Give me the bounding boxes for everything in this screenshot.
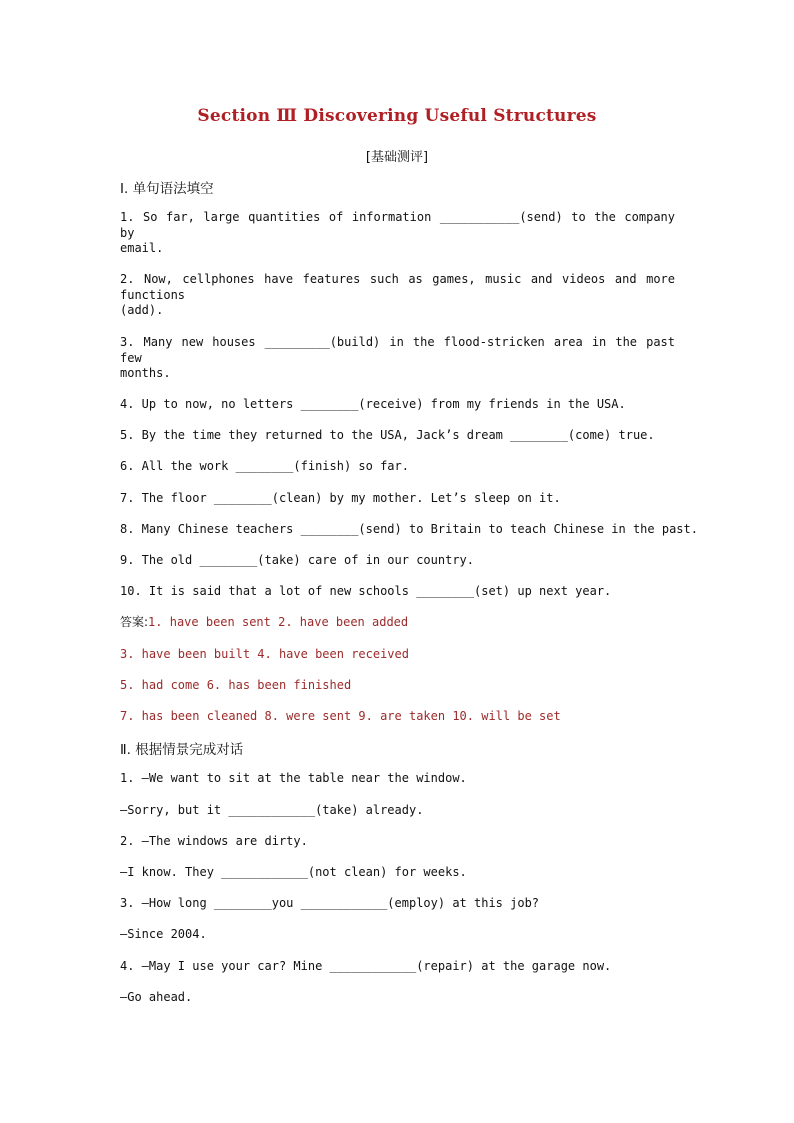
question-5: 5. By the time they returned to the USA, Jack’s dream ________(come) true.: [120, 428, 655, 442]
answer-line-1: [120, 614, 408, 630]
section-1-heading: Ⅰ. 单句语法填空: [120, 181, 214, 197]
question-6: 6. All the work ________(finish) so far.: [120, 459, 409, 473]
question-10: 10. It is said that a lot of new schools ________(set) up next year.: [120, 584, 612, 598]
section-2-heading: Ⅱ. 根据情景完成对话: [120, 742, 244, 758]
question-7: 7. The floor ________(clean) by my mother. Let’s sleep on it.: [120, 491, 561, 505]
question-9: 9. The old ________(take) care of in our country.: [120, 553, 475, 567]
dialogue-1-line-1: 1. —We want to sit at the table near the window.: [120, 771, 467, 785]
dialogue-3-line-1: 3. —How long ________you ____________(employ) at this job?: [120, 896, 540, 910]
answer-line-4: 7. has been cleaned 8. were sent 9. are taken 10. will be set: [120, 709, 561, 723]
answer-line-2: 3. have been built 4. have been received: [120, 647, 409, 661]
question-3-line-2: months.: [120, 366, 171, 380]
answer-label: 答案:: [120, 615, 149, 629]
dialogue-2-line-1: 2. —The windows are dirty.: [120, 834, 308, 848]
question-3-line-1: 3. Many new houses _________(build) in the flood-stricken area in the past few: [120, 335, 675, 365]
dialogue-4-line-2: —Go ahead.: [120, 990, 193, 1004]
question-8: 8. Many Chinese teachers ________(send) to Britain to teach Chinese in the past.: [120, 522, 698, 536]
question-1-line-1: 1. So far, large quantities of information ___________(send) to the company by: [120, 210, 675, 240]
answer-text: 1. have been sent 2. have been added: [148, 615, 409, 629]
question-1-line-2: email.: [120, 241, 164, 255]
page-title: Section Ⅲ Discovering Useful Structures: [197, 106, 597, 126]
dialogue-4-line-1: 4. —May I use your car? Mine ____________(repair) at the garage now.: [120, 959, 612, 973]
dialogue-1-line-2: —Sorry, but it ____________(take) already.: [120, 803, 424, 817]
dialogue-2-line-2: —I know. They ____________(not clean) for weeks.: [120, 865, 467, 879]
question-4: 4. Up to now, no letters ________(receive) from my friends in the USA.: [120, 397, 626, 411]
answer-line-3: 5. had come 6. has been finished: [120, 678, 352, 692]
dialogue-3-line-2: —Since 2004.: [120, 927, 207, 941]
question-2-line-2: (add).: [120, 303, 164, 317]
page-subtitle: [基础测评]: [365, 150, 429, 165]
question-2-line-1: 2. Now, cellphones have features such as games, music and videos and more functions: [120, 272, 675, 302]
